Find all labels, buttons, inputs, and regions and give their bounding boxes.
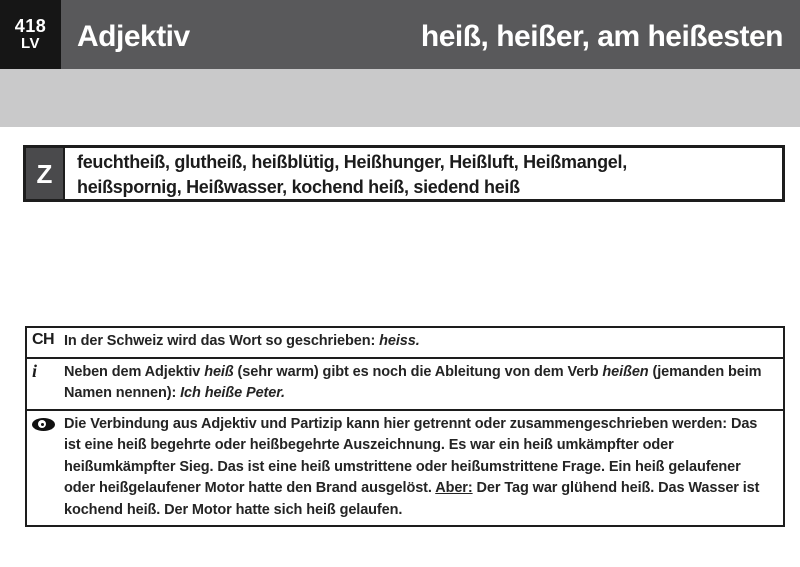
ch-cell: [27, 328, 64, 357]
gray-divider-bar: [0, 69, 800, 127]
info-cell: [27, 359, 64, 409]
note-text-switzerland: In der Schweiz wird das Wort so geschrieben: heiss.: [64, 333, 420, 349]
page-number: 418: [14, 15, 47, 36]
section-title: Adjektiv: [77, 20, 190, 53]
note-text-spelling: Die Verbindung aus Adjektiv und Partizip kann hier getrennt oder zusammengeschrieben werden: Das ist eine heiß begehrte oder heißbegehrte Auszeichnung. Es war ein heiß umkämpfter oder heißumkämpfter Sieg. Das ist eine heiß umstrittene oder heißumstrittene Frage. Ein heiß gelaufener oder heißgelaufener Motor hatte den Brand ausgelöst. Aber: Der Tag war glühend heiß. Das Wasser ist kochend heiß. Der Motor hatte sich heiß gelaufen.: [64, 415, 760, 518]
zbox-text: feuchtheiß, glutheiß, heißblütig, Heißhunger, Heißluft, Heißmangel, heißspornig, Heißwasser, kochend heiß, siedend heiß: [77, 152, 627, 197]
page-code: LV: [20, 35, 41, 53]
note-row-info: [27, 357, 783, 409]
notes-table: [25, 326, 785, 527]
eye-icon: [32, 418, 55, 431]
headword-title: heiß, heißer, am heißesten: [420, 20, 783, 53]
header-bar: [0, 0, 800, 69]
note-row-switzerland: [27, 328, 783, 357]
eye-cell: [27, 411, 64, 526]
info-icon: i: [32, 360, 38, 381]
zbox-label: Z: [26, 148, 65, 199]
ch-label: CH: [32, 331, 55, 348]
note-text-info: Neben dem Adjektiv heiß (sehr warm) gibt es noch die Ableitung von dem Verb heißen (jemanden beim Namen nennen): Ich heiße Peter.: [64, 363, 762, 401]
compound-words-box: [23, 145, 785, 202]
note-row-spelling: [27, 409, 783, 526]
page-number-box: [0, 0, 61, 69]
